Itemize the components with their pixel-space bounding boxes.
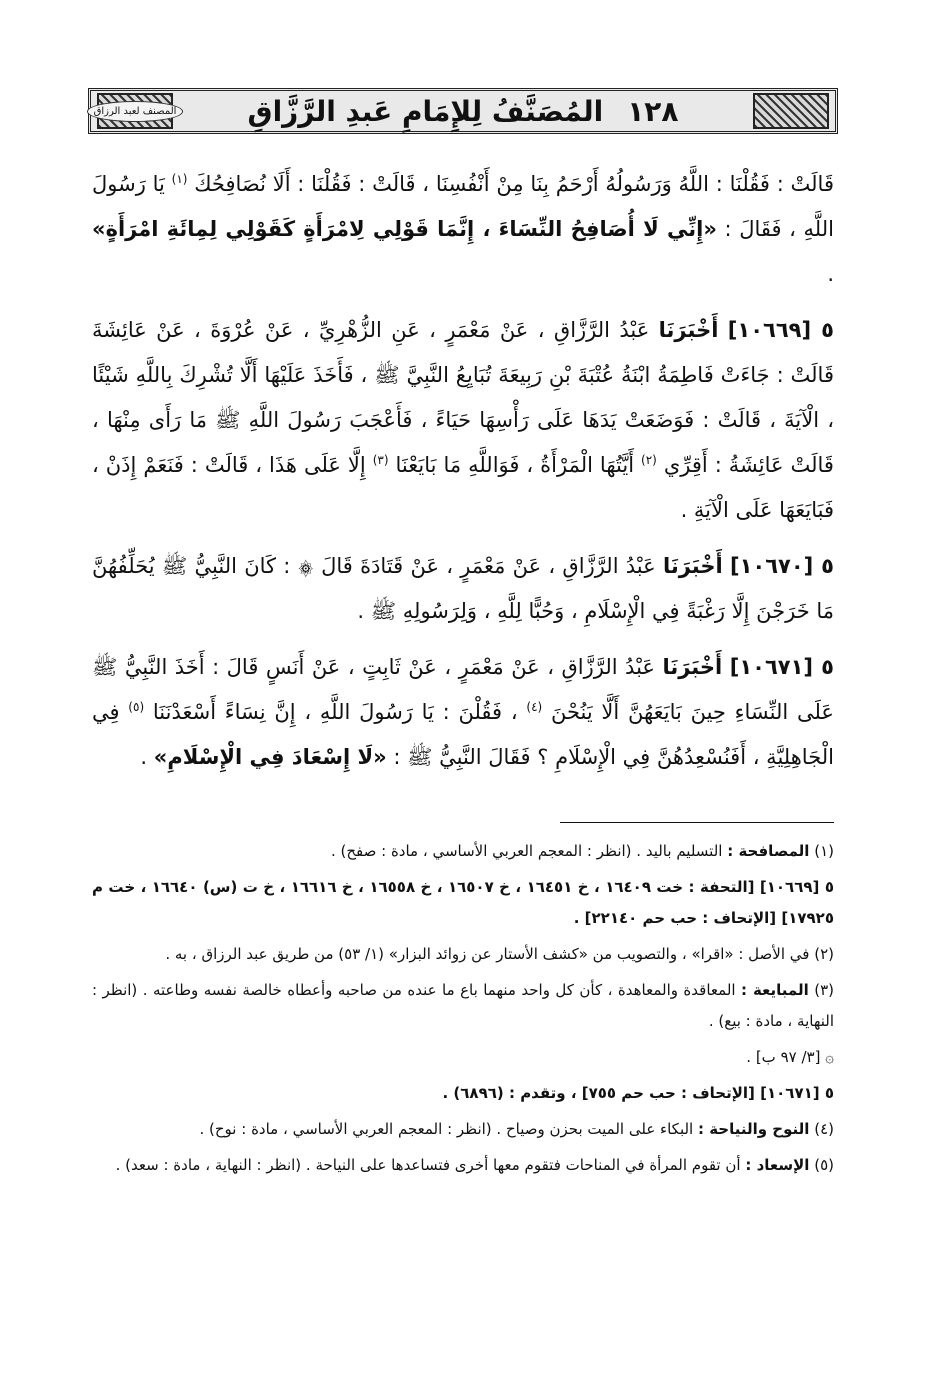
footnote-term: المصافحة : [727, 842, 810, 860]
right-ornament [753, 93, 829, 129]
footnote-ref-1[interactable]: (١) [171, 172, 188, 186]
footnote-2 [92, 939, 834, 970]
footnote-5 [92, 1150, 834, 1181]
hadith-10671 [92, 645, 834, 780]
hadith-lead: أَخْبَرَنَا [662, 554, 723, 578]
footnote-1 [92, 836, 834, 867]
hadith-text: أَيَّتُهَا الْمَرْأَةُ ، فَوَاللَّهِ مَا بَايَعْنَا [395, 453, 635, 477]
footnote-number: (٤) [814, 1120, 834, 1138]
footnote-ref-4[interactable]: (٤) [526, 700, 543, 714]
hadith-text: ، فَقُلْنَ : يَا رَسُولَ اللَّهِ ، إِنَّ نِسَاءً أَسْعَدْنَنَا [152, 700, 518, 724]
footnote-term: النوح والنياحة : [697, 1120, 810, 1138]
hadith-text: عَبْدُ الرَّزَّاقِ ، عَنْ مَعْمَرٍ ، عَنْ ثَابِتٍ ، عَنْ أَنَسٍ قَالَ : أَخَذَ النَّبِيُّ ﷺ عَلَى النِّسَاءِ حِينَ بَايَعَهُنَّ أَلَّا يَنُحْنَ [92, 655, 834, 724]
footnote-text: أن تقوم المرأة في المناحات فتقوم معها أخرى فتساعدها على النياحة . (انظر : النهاية ، مادة : سعد) . [115, 1156, 741, 1174]
footnote-term: الإسعاد : [745, 1156, 810, 1174]
p1-line2a: يَا رَسُولَ اللَّهِ ، فَقَالَ : [92, 172, 834, 241]
footnote-text: البكاء على الميت بحزن وصياح . (انظر : المعجم العربي الأساسي ، مادة : نوح) . [199, 1120, 694, 1138]
footnote-number: (٥) [814, 1156, 834, 1174]
footnote-ref-3[interactable]: (٣) [372, 453, 389, 467]
hadith-text: إِلَّا عَلَى هَذَا ، قَالَتْ : فَنَعَمْ إِذَنْ ، فَبَايَعَهَا عَلَى الْآيَةِ . [92, 453, 834, 522]
footnote-takhrij-10669: ٥ [١٠٦٦٩] [التحفة : خت ١٦٤٠٩ ، خ ١٦٤٥١ ، خ ١٦٥٠٧ ، خ ١٦٥٥٨ ، خ ١٦٦١٦ ، خ ت (س) ١٦٦٤٠ ، خت م ١٧٩٢٥] [الإتحاف : حب حم ٢٢١٤٠] . [92, 878, 834, 927]
page-header [88, 88, 838, 134]
footnote-4 [92, 1114, 834, 1145]
footnote-text: التسليم باليد . (انظر : المعجم العربي الأساسي ، مادة : صفح) . [330, 842, 723, 860]
hadith-lead: أَخْبَرَنَا [658, 318, 719, 342]
footnote-number: (٣) [814, 981, 834, 999]
footnote-divider [560, 822, 834, 823]
manuscript-folio-note: ۞ [٣/ ٩٧ ب] . [746, 1048, 834, 1066]
main-text [92, 162, 834, 791]
prophet-quote: «لَا إِسْعَادَ فِي الْإِسْلَامِ» [153, 745, 387, 769]
hadith-end: . [140, 745, 148, 769]
hadith-text: فِي الْجَاهِلِيَّةِ ، أَفَنُسْعِدُهُنَّ فِي الْإِسْلَامِ ؟ فَقَالَ النَّبِيُّ ﷺ : [92, 700, 834, 769]
footnotes [92, 836, 834, 1186]
hadith-number: ٥ [١٠٦٧٠] [729, 554, 834, 578]
hadith-10669 [92, 308, 834, 533]
p1-end: . [827, 262, 834, 286]
footnote-ref-5[interactable]: (٥) [128, 700, 145, 714]
p1-prophet-quote: «إِنِّي لَا أُصَافِحُ النِّسَاءَ ، إِنَّمَا قَوْلِي لِامْرَأَةٍ كَقَوْلِي لِمِائَةِ امْرَأَةٍ» [92, 217, 717, 241]
hadith-text: عَبْدُ الرَّزَّاقِ ، عَنْ مَعْمَرٍ ، عَنِ الزُّهْرِيِّ ، عَنْ عُرْوَةَ ، عَنْ عَائِشَةَ قَالَتْ : جَاءَتْ فَاطِمَةُ ابْنَةُ عُتْبَةَ بْنِ رَبِيعَةَ تُبَايِعُ النَّبِيَّ ﷺ ، فَأَخَذَ عَلَيْهَا أَلَّا تُشْرِكَ بِاللَّهِ شَيْئًا ، الْآيَةَ ، قَالَتْ : فَوَضَعَتْ يَدَهَا عَلَى رَأْسِهَا حَيَاءً ، فَأَعْجَبَ رَسُولَ اللَّهِ ﷺ مَا رَأَى مِنْهَا ، قَالَتْ عَائِشَةُ : أَقِرِّي [92, 318, 834, 477]
book-title: المُصَنَّفُ لِلإِمَامِ عَبدِ الرَّزَّاقِ [247, 94, 604, 128]
footnote-ref-2[interactable]: (٢) [641, 453, 657, 467]
footnote-text: في الأصل : «اقرا» ، والتصويب من «كشف الأستار عن زوائد البزار» (١/ ٥٣) من طريق عبد الرزاق ، به . [165, 945, 810, 963]
p1-line1: قَالَتْ : فَقُلْنَا : اللَّهُ وَرَسُولُهُ أَرْحَمُ بِنَا مِنْ أَنْفُسِنَا ، قَالَتْ : فَقُلْنَا : أَلَا نُصَافِحُكَ [194, 172, 834, 196]
hadith-text: عَبْدُ الرَّزَّاقِ ، عَنْ مَعْمَرٍ ، عَنْ قَتَادَةَ قَالَ ۞ : كَانَ النَّبِيُّ ﷺ يُحَلِّفُهُنَّ مَا خَرَجْنَ إِلَّا رَغْبَةً فِي الْإِسْلَامِ ، وَحُبًّا لِلَّهِ ، وَلِرَسُولِهِ ﷺ . [92, 554, 834, 623]
footnote-3 [92, 975, 834, 1037]
hadith-number: ٥ [١٠٦٧١] [729, 655, 834, 679]
ornament-label: المصنف لعبد الرزاق [87, 101, 184, 122]
footnote-number: (٢) [814, 945, 834, 963]
header-center [248, 95, 679, 128]
hadith-number: ٥ [١٠٦٦٩] [727, 318, 834, 342]
footnote-text: المعاقدة والمعاهدة ، كأن كل واحد منهما باع ما عنده من صاحبه وأعطاه خالصة نفسه وطاعته . (انظر : النهاية ، مادة : بيع) . [92, 981, 834, 1030]
footnote-term: المبايعة : [741, 981, 809, 999]
paragraph-continuation [92, 162, 834, 297]
footnote-takhrij-10671: ٥ [١٠٦٧١] [الإتحاف : حب حم ٧٥٥] ، وتقدم : (٦٨٩٦) . [442, 1084, 834, 1102]
hadith-10670 [92, 544, 834, 634]
footnote-number: (١) [814, 842, 834, 860]
left-ornament [93, 93, 177, 129]
page-number: ١٢٨ [627, 94, 679, 128]
hadith-lead: أَخْبَرَنَا [662, 655, 723, 679]
